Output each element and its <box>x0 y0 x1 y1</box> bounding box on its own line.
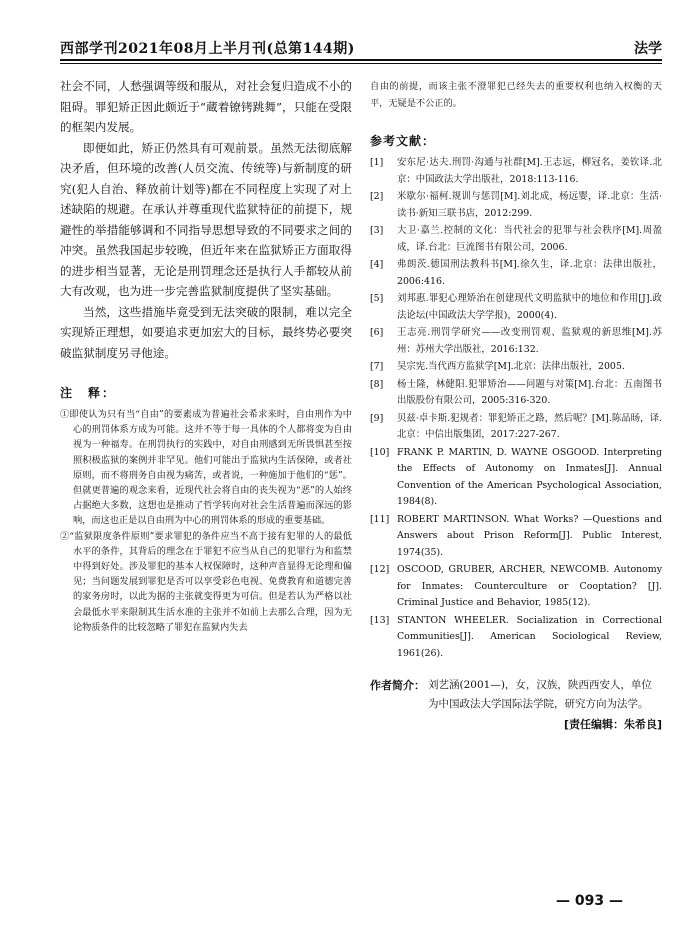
author-bio-label: 作者简介： <box>370 679 425 692</box>
reference-text: 米歇尔·福柯.规训与惩罚[M].刘北成，杨远婴，译.北京：生活·读书·新知三联书店，2012:299. <box>397 191 662 219</box>
reference-text: STANTON WHEELER. Socialization in Correctional Communities[J]. American Sociological Review, 1961(26). <box>397 614 662 659</box>
reference-item <box>370 562 662 612</box>
reference-text: 贝兹·卓卡斯.犯规者：罪犯矫正之路，然后呢？[M].陈品旸，译.北京：中信出版集团，2017:227-267. <box>397 412 662 440</box>
reference-number: [1] <box>370 157 384 168</box>
reference-item <box>370 155 662 188</box>
reference-text: OSCOOD, GRUBER, ARCHER, NEWCOMB. Autonomy for Inmates: Counterculture or Cooptation? [J]. Criminal Justice and Behavior, 1985(12). <box>397 564 662 608</box>
page-header <box>60 38 662 62</box>
author-bio <box>370 676 662 714</box>
reference-number: [3] <box>370 225 384 236</box>
journal-title: 西部学刊2021年08月上半月刊(总第144期) <box>60 41 355 57</box>
footnote: ②“监狱限度条件原则”要求罪犯的条件应当不高于接有犯罪的人的最低水平的条件，其背后的理念在于罪犯不应当从自己的犯罪行为和监禁中得到好处。涉及罪犯的基本人权保障时，这种声音显得无论理和偏见；当问题发展到罪犯是否可以享受彩色电视、免费教育和道德完善的家务房时，以此为据的主张就变得更为可信。但是若认为严格以社会最低水平来限制其生活水准的主张并不如前上去那么合理，因为无论物质条件的比较忽略了罪犯在监狱内失去 <box>60 530 352 633</box>
reference-number: [7] <box>370 361 384 372</box>
header-rule-thin <box>60 63 662 64</box>
reference-text: 吴宗宪.当代西方监狱学[M].北京：法律出版社，2005. <box>397 361 625 372</box>
reference-number: [13] <box>370 614 390 626</box>
reference-number: [11] <box>370 513 390 525</box>
footnote-continuation: 自由的前提，而该主张不澄罪犯已经失去的重要权利也纳入权衡的天平，无疑是不公正的。 <box>370 81 662 109</box>
reference-text: FRANK P. MARTIN, D. WAYNE OSGOOD. Interpreting the Effects of Autonomy on Inmates[J]. Annual Convention of the American Psychological Association, 1984(8). <box>397 446 662 507</box>
section-label: 法学 <box>634 41 662 57</box>
header-rule <box>60 59 662 61</box>
reference-item <box>370 291 662 324</box>
notes-heading: 注 释： <box>60 386 117 400</box>
reference-item <box>370 512 662 562</box>
body-paragraph: 社会不同，人愁强调等级和服从，对社会复归造成不小的阻碍。罪犯矫正因此颇近于“蔵着镣铐跳舞”，只能在受限的框架内发展。 <box>60 79 352 134</box>
reference-number: [6] <box>370 327 384 338</box>
reference-item <box>370 359 662 376</box>
reference-number: [10] <box>370 446 390 458</box>
reference-number: [9] <box>370 412 384 424</box>
reference-item <box>370 189 662 222</box>
reference-item <box>370 613 662 663</box>
references-heading: 参考文献： <box>370 134 436 148</box>
left-column <box>60 76 352 635</box>
responsible-editor: [责任编辑：朱希良] <box>563 718 662 731</box>
reference-item <box>370 377 662 410</box>
reference-number: [12] <box>370 564 390 575</box>
reference-text: 弗朗茨.德国刑法教科书[M].徐久生，译.北京：法律出版社，2006:416. <box>397 259 662 287</box>
page-number: — 093 — <box>556 893 623 909</box>
reference-number: [4] <box>370 259 384 270</box>
reference-number: [8] <box>370 378 384 390</box>
reference-number: [5] <box>370 293 384 304</box>
reference-item <box>370 325 662 358</box>
reference-text: 杨士隆，林健阳.犯罪矫治——问题与对策[M].台北：五南图书出版股份有限公司，2005:316-320. <box>397 378 662 406</box>
footnote: ①即使认为只有当“自由”的要素成为普遍社会希求来时，自由刑作为中心的刑罚体系方成为可能。这并不等于每一具体的个人都将变为自由视为一种福寿。在刑罚执行的实践中，对自由刑感到无所畏惧甚至按照积极监狱的案例并非罕见。他们可能出于监狱内生活保障，或者社原则，而不将刑务自由视为痛苦，或者说，一种施加于他们的“惩”。但就更普遍的观念来看，近现代社会将自由的丧失视为“恶”的人始终占据绝大多数，这想也是推动了哲学转向对社会生活普遍而深远的影响，而这也正是以自由刑为中心的刑罚体系的形成的重要基础。 <box>60 409 352 527</box>
reference-item <box>370 445 662 511</box>
reference-text: 王志亮.刑罚学研究——改变刑罚观、监狱观的新思维[M].苏州：苏州大学出版社，2016:132. <box>397 327 662 355</box>
reference-item <box>370 411 662 444</box>
reference-number: [2] <box>370 191 384 202</box>
reference-text: 安东尼·达夫.刑罚·沟通与社群[M].王志远，柳冠名，姜钦译.北京：中国政法大学出版社，2018:113-116. <box>397 157 662 185</box>
author-bio-text: 刘艺涵(2001—)，女，汉族，陕西西安人，单位为中国政法大学国际法学院，研究方向为法学。 <box>428 679 652 710</box>
body-paragraph: 当然，这些措施毕竟受到无法突破的限制，难以完全实现矫正理想，如要追求更加宏大的目标，最终势必要突破监狱制度另寻他途。 <box>60 304 352 360</box>
reference-text: ROBERT MARTINSON. What Works? —Questions and Answers about Prison Reform[J]. Public Interest, 1974(35). <box>397 513 662 558</box>
reference-item <box>370 257 662 290</box>
reference-text: 刘邦惠.罪犯心理矫治在创建现代文明监狱中的地位和作用[J].政法论坛(中国政法大学学报)，2000(4). <box>397 293 662 321</box>
body-paragraph: 即便如此，矫正仍然具有可观前景。虽然无法彻底解决矛盾，但环境的改善(人员交流、传统等)与新制度的研究(犯人自治、释放前计划等)都在不同程度上实现了对上述缺陷的规避。在承认并尊重现代监狱特征的前提下，规避性的举措能够调和不同指导思想导致的不同要求之间的冲突。虽然我国起步较晚，但近年来在监狱矫正方面取得的进步相当显著，无论是刑罚理念还是执行人手都较从前大有改观，也为进一步完善监狱制度提供了坚实基础。 <box>60 140 352 298</box>
right-column <box>370 78 662 732</box>
reference-item <box>370 223 662 256</box>
reference-text: 大卫·嘉兰.控制的文化：当代社会的犯罪与社会秩序[M].周盈成，译.台北：巨流图书有限公司，2006. <box>397 225 662 253</box>
reference-list <box>370 155 662 662</box>
